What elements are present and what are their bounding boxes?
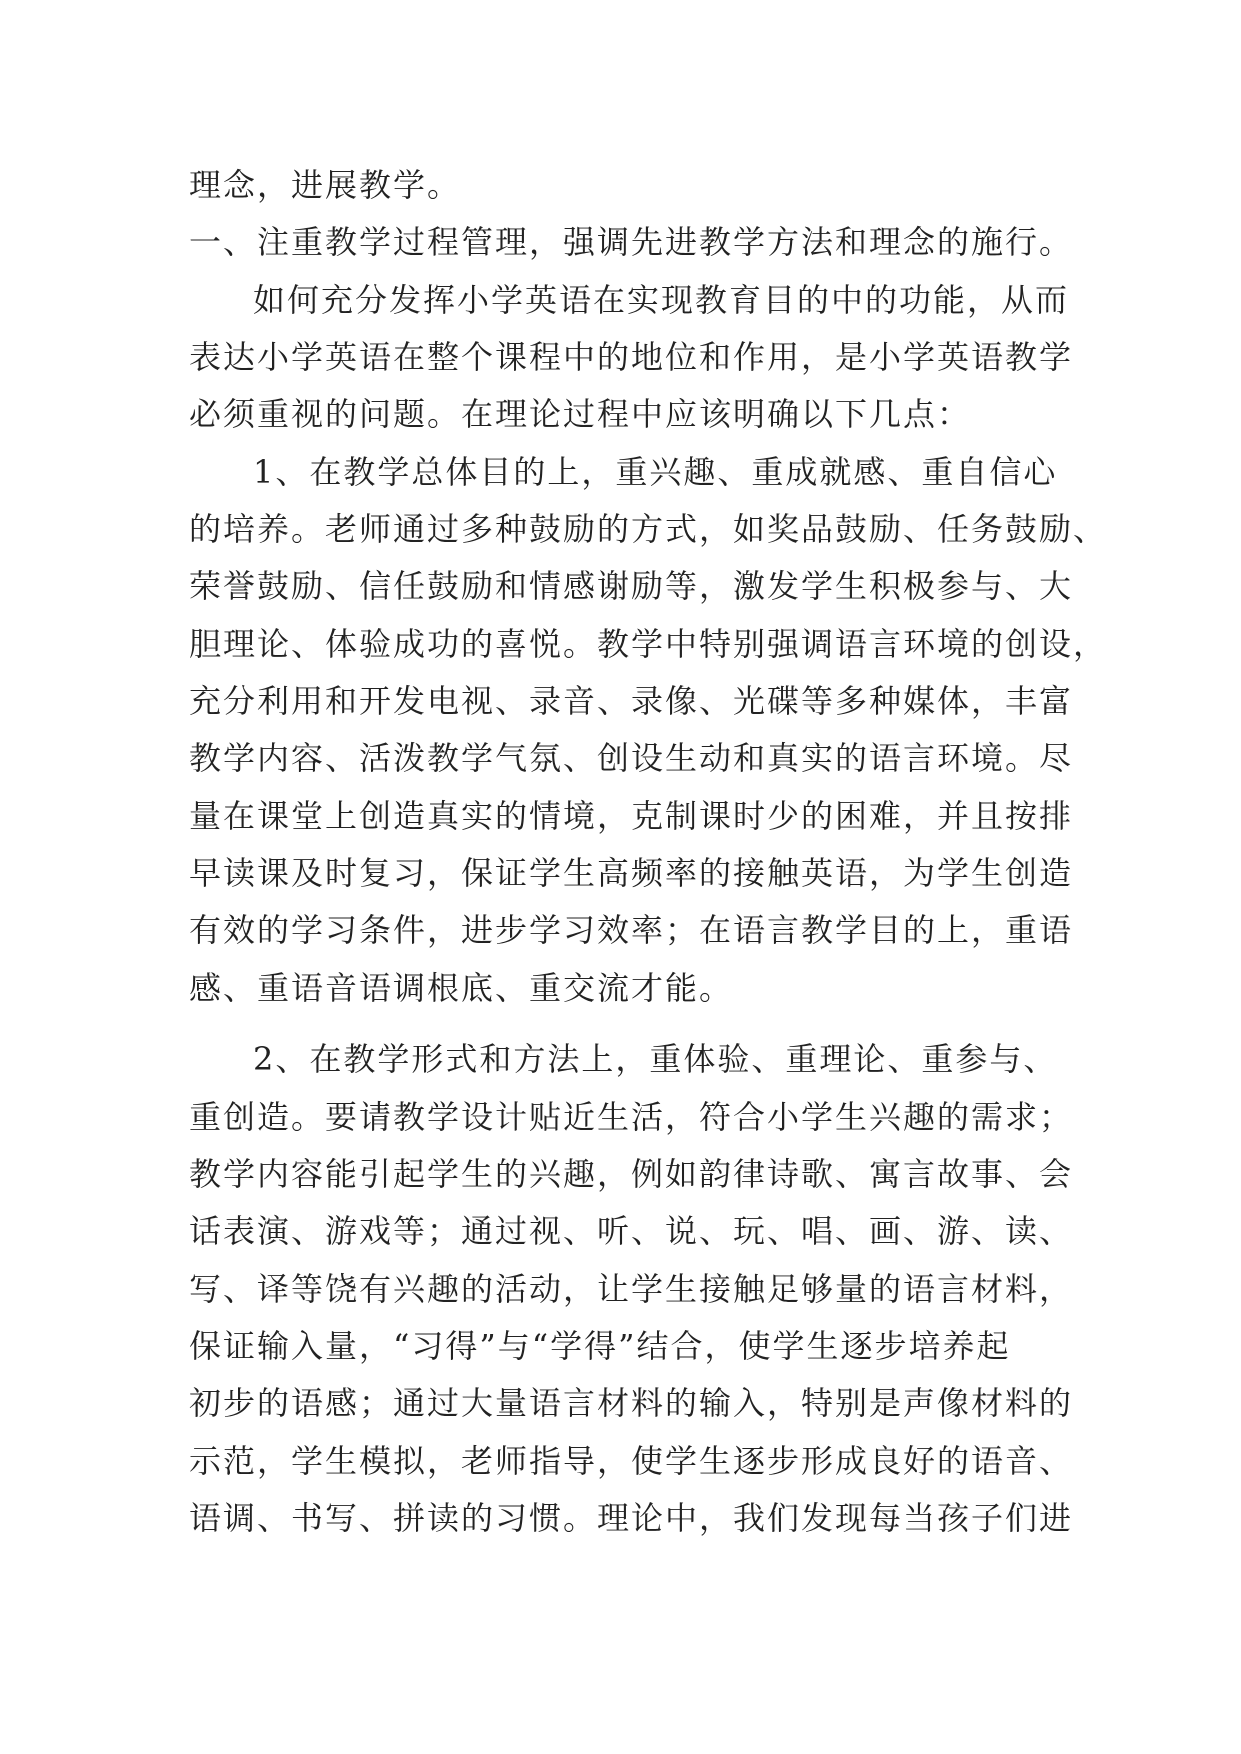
text-line: 必须重视的问题。在理论过程中应该明确以下几点： xyxy=(189,395,972,433)
text-line: 示范，学生模拟，老师指导，使学生逐步形成良好的语音、 xyxy=(189,1442,1074,1480)
text-line: 保证输入量，“习得”与“学得”结合，使学生逐步培养起 xyxy=(189,1327,1011,1365)
text-line: 教学内容能引起学生的兴趣，例如韵律诗歌、寓言故事、会 xyxy=(189,1155,1074,1193)
text-line: 早读课及时复习，保证学生高频率的接触英语，为学生创造 xyxy=(189,854,1074,892)
text-line: 胆理论、体验成功的喜悦。教学中特别强调语言环境的创设， xyxy=(189,625,1108,663)
text-line: 话表演、游戏等；通过视、听、说、玩、唱、画、游、读、 xyxy=(189,1212,1074,1250)
text-line: 的培养。老师通过多种鼓励的方式，如奖品鼓励、任务鼓励、 xyxy=(189,510,1108,548)
text-line: 荣誉鼓励、信任鼓励和情感谢励等，激发学生积极参与、大 xyxy=(189,567,1074,605)
text-line: 语调、书写、拼读的习惯。理论中，我们发现每当孩子们进 xyxy=(189,1499,1074,1537)
list-item-2-start: 2、在教学形式和方法上，重体验、重理论、重参与、 xyxy=(253,1040,1058,1078)
text-line: 重创造。要请教学设计贴近生活，符合小学生兴趣的需求； xyxy=(189,1098,1074,1136)
text-line: 有效的学习条件，进步学习效率；在语言教学目的上，重语 xyxy=(189,911,1074,949)
list-item-1-start: 1、在教学总体目的上，重兴趣、重成就感、重自信心 xyxy=(253,453,1058,491)
text-line: 表达小学英语在整个课程中的地位和作用，是小学英语教学 xyxy=(189,338,1074,376)
text-line: 理念，进展教学。 xyxy=(189,166,462,204)
text-line: 充分利用和开发电视、录音、录像、光碟等多种媒体，丰富 xyxy=(189,682,1074,720)
section-heading: 一、注重教学过程管理，强调先进教学方法和理念的施行。 xyxy=(189,223,1074,261)
text-line: 感、重语音语调根底、重交流才能。 xyxy=(189,969,734,1007)
text-line: 教学内容、活泼教学气氛、创设生动和真实的语言环境。尽 xyxy=(189,739,1074,777)
paragraph-start: 如何充分发挥小学英语在实现教育目的中的功能，从而 xyxy=(253,281,1070,319)
text-line: 写、译等饶有兴趣的活动，让学生接触足够量的语言材料， xyxy=(189,1270,1074,1308)
text-line: 初步的语感；通过大量语言材料的输入，特别是声像材料的 xyxy=(189,1384,1074,1422)
text-line: 量在课堂上创造真实的情境，克制课时少的困难，并且按排 xyxy=(189,797,1074,835)
